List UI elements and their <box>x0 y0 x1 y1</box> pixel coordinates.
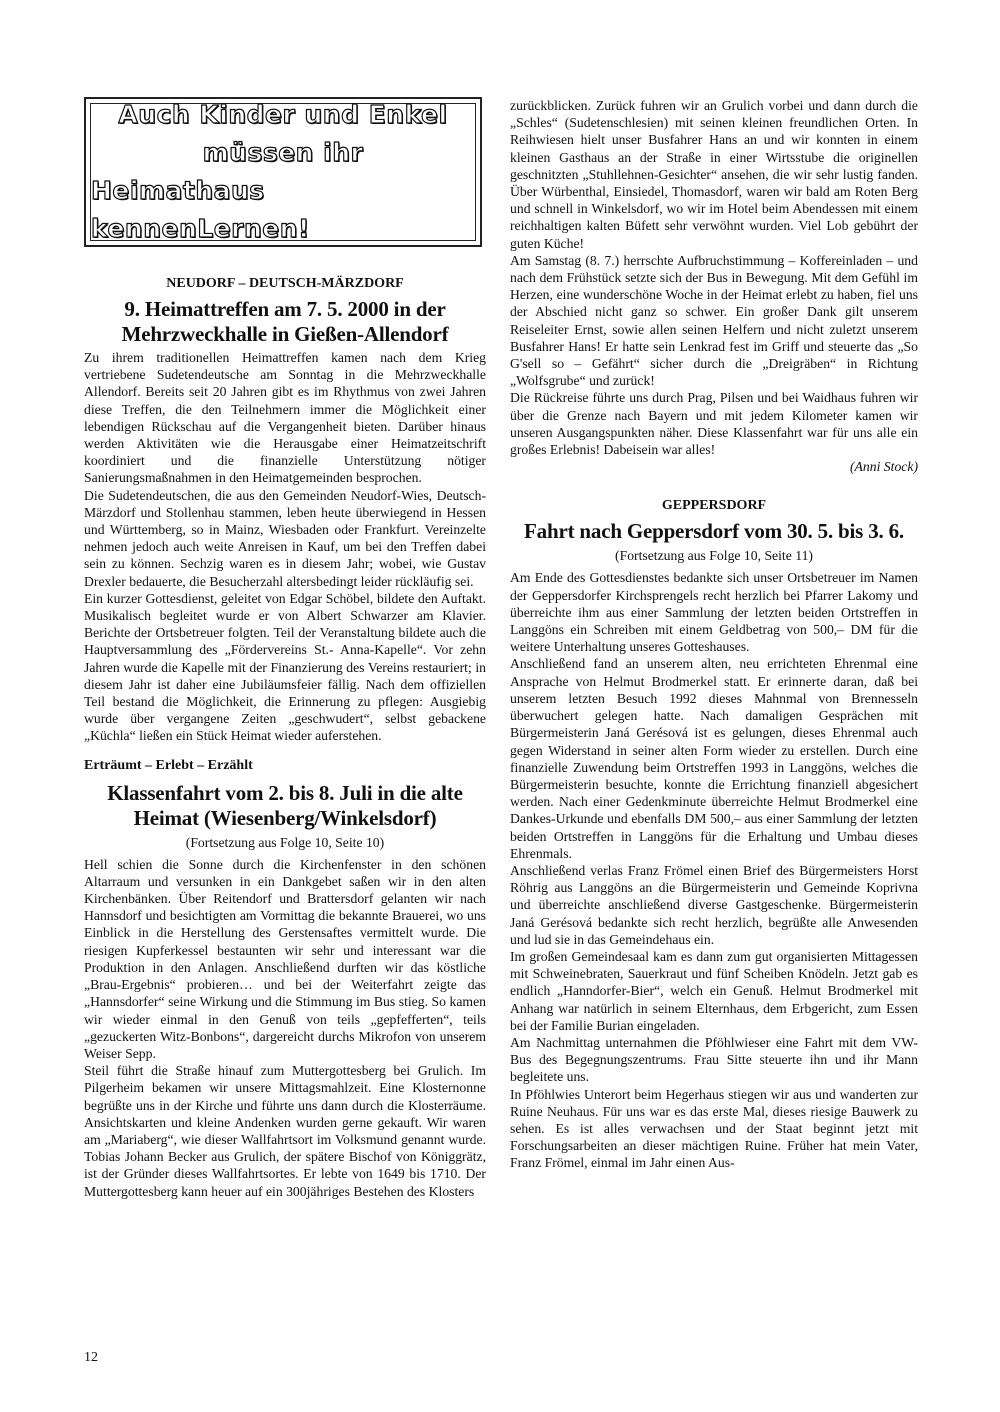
article3-headline: Fahrt nach Geppersdorf vom 30. 5. bis 3. 6. <box>524 519 904 544</box>
article3-paragraph: Im großen Gemeindesaal kam es dann zum gut organisierten Mittagessen mit Schweinebraten, Sauerkraut und fünf Scheiben Knödeln. Jetzt gab es endlich „Hanndorfer-Bier“, welch ein Genuß. Helmut Brodmerkel mit Anhang war natürlich in seinem Elternhaus, dem Erbgericht, zum Essen bei der Familie Burian eingeladen. <box>510 948 918 1033</box>
article2-continuation: zurückblicken. Zurück fuhren wir an Grulich vorbei und dann durch die „Schles“ (Sudetenschlesien) mit seinen kleinen freundlichen Orten. In Reihwiesen hielt unser Busfahrer Hans an und wir konnten in einem kleinen Gasthaus an der Straße in einer Wirtsstube die originellen geschnitzten „Stuhllehnen-Gesichter“ ansehen, die wir sehr lustig fanden. Über Würbenthal, Einsiedel, Thomasdorf, waren wir bald am Roten Berg und schnell in Winkelsdorf, wo wir im Hotel beim Abendessen mit einem reichhaltigen kalten Büfett sehr verwöhnt wurden. Viel Lob gebührt der guten Küche! <box>510 98 918 251</box>
article3-paragraph: In Pföhlwies Unterort beim Hegerhaus stiegen wir aus und wanderten zur Ruine Neuhaus. Für uns war es das erste Mal, dieses riesige Bauwerk zu sehen. Es ist alles verwachsen und der Staat beginnt jetzt mit Forschungsarbeiten an dieser mächtigen Ruine. Früher hat mein Vater, Franz Frömel, einmal im Jahr einen Aus- <box>510 1086 918 1171</box>
article2-paragraph: Hell schien die Sonne durch die Kirchenfenster in den schönen Altarraum und versunken in ein Dankgebet saßen wir in den alten Kirchenbänken. Über Reitendorf und Brattersdorf gelanten wir nach Hannsdorf und besichtigten am Vormittag die bekannte Brauerei, wo uns Einblick in die Herstellung des Gerstensaftes vermittelt wurde. Die riesigen Kupferkessel bestaunten wir sehr und interessant war die Produktion in den Anlagen. Anschließend durften wir das köstliche „Brau-Ergebnis“ probieren… und bei der Weiterfahrt zeigte das „Hannsdorfer“ seine Wirkung und die Stimmung im Bus stieg. So kamen wir wieder einmal in den Genuß von teils „gepfefferten“, teils „gezuckerten Witz-Bonbons“, dargereicht durchs Mikrofon von unserem Weiser Sepp. <box>84 856 486 1061</box>
right-column <box>510 97 918 1172</box>
article3-paragraph: Am Ende des Gottesdienstes bedankte sich unser Ortsbetreuer im Namen der Geppersdorfer Kirchsprengels recht herzlich bei Pfarrer Lakomy und überreichte ihm aus einer Sammlung der letzten beiden Ortstreffen in Langgöns ein Schreiben mit einem Geldbetrag von 500,– DM für die weitere Unterhaltung unseres Gotteshauses. <box>510 570 918 655</box>
article2-subhead: (Fortsetzung aus Folge 10, Seite 10) <box>185 834 385 850</box>
article1-paragraph: Die Sudetendeutschen, die aus den Gemeinden Neudorf-Wies, Deutsch-Märzdorf und Stollenhau stammen, leben heute überwiegend in Hessen und Württemberg, so in Mainz, Wiesbaden oder Frankfurt. Vereinzelte nehmen jedoch auch weite Anreisen in Kauf, um bei den Treffen dabei sein zu können. Sechzig waren es in diesem Jahr; wobei, wie Gustav Drexler bedauerte, die Besucherzahl altersbedingt leider rückläufig sei. <box>84 487 486 589</box>
banner-line-1: Auch Kinder und Enkel <box>118 100 448 129</box>
left-column <box>84 97 486 1200</box>
banner-line-3: Heimathaus kennenLernen! <box>91 176 310 243</box>
article1-kicker: NEUDORF – DEUTSCH-MÄRZDORF <box>166 276 404 291</box>
article3-paragraph: Anschließend fand an unserem alten, neu errichteten Ehrenmal eine Ansprache von Helmut Brodmerkel statt. Er erinnerte daran, daß bei unserem letzten Besuch 1992 dieses Mahnmal von Brennesseln überwuchert gelegen hatte. Nach damaligen Gesprächen mit Bürgermeisterin Janá Gerésová ist es gelungen, dieses Ehrenmal auch gegen Widerstand in seiner alten Form wieder zu erstellen. Durch eine finanzielle Zuwendung beim Ortstreffen 1993 in Langgöns, welches die Bürgermeisterin besuchte, konnte die Errichtung finanziell abgesichert werden. Nach einer Gedenkminute überreichte Helmut Brodmerkel eine Dankes-Urkunde und ebenfalls DM 500,– aus einer Sammlung der letzten beiden Ortstreffen in Langgöns für die Erhaltung und Umbau dieses Ehrenmals. <box>510 656 918 861</box>
article2-paragraph: Steil führt die Straße hinauf zum Muttergottesberg bei Grulich. Im Pilgerheim bekamen wir unsere Mittagsmahlzeit. Eine Klosternonne begrüßte uns in der Kirche und führte uns dann durch die Klosterräume. Ansichtskarten und kleine Andenken wurden gerne gekauft. Wir waren am „Mariaberg“, wie dieser Wallfahrtsort im Volksmund genannt wurde. Tobias Johann Becker aus Grulich, der spätere Bischof von Königgrätz, ist der Gründer dieses Wallfahrtsortes. Er lebte von 1649 bis 1710. Der Muttergottesberg kann heuer auf ein 300jähriges Bestehen des Klosters <box>84 1063 486 1199</box>
article1-paragraph: Zu ihrem traditionellen Heimattreffen kamen nach dem Krieg vertriebene Sudetendeutsche am Sonntag in die Mehrzweckhalle Allendorf. Bereits seit 20 Jahren gibt es im Rhythmus von zwei Jahren diese Treffen, die den Teilnehmern immer die Möglichkeit einer lebendigen Rückschau auf die Vergangenheit bieten. Darüber hinaus werden Aktivitäten wie die Herausgabe einer Heimatzeitschrift koordiniert und die finanzielle Unterstützung nötiger Sanierungsmaßnahmen in den Heimatgemeinden besprochen. <box>84 350 486 486</box>
article2-kicker: Erträumt – Erlebt – Erzählt <box>84 757 253 773</box>
article2-headline: Klassenfahrt vom 2. bis 8. Juli in die alte Heimat (Wiesenberg/Winkelsdorf) <box>107 780 463 830</box>
article1-headline: 9. Heimattreffen am 7. 5. 2000 in der Mehrzweckhalle in Gießen-Allendorf <box>121 297 449 346</box>
title-banner-inner <box>90 100 476 243</box>
banner-line-2: müssen ihr <box>202 138 364 167</box>
page-number: 12 <box>84 1350 98 1365</box>
section-spacer <box>510 475 918 497</box>
article2-author: (Anni Stock) <box>849 459 918 475</box>
article3-subhead: (Fortsetzung aus Folge 10, Seite 11) <box>615 548 813 564</box>
title-banner <box>84 97 482 247</box>
article3-paragraph: Anschließend verlas Franz Frömel einen Brief des Bürgermeisters Horst Röhrig aus Langgöns an die Bürgermeisterin und Gemeinde Koprivna und überreichte anschließend diverse Gastgeschenke. Bürgermeisterin Janá Gerésová bedankte sich recht herzlich, begrüßte alle Anwesenden und lud sie in das Gemeindehaus ein. <box>510 862 918 947</box>
article3-paragraph: Am Nachmittag unternahmen die Pföhlwieser eine Fahrt mit dem VW-Bus des Begegnungszentrums. Frau Sitte steuerte ihn und ihr Mann begleitete uns. <box>510 1034 918 1085</box>
article2-continuation: Die Rückreise führte uns durch Prag, Pilsen und bei Waidhaus fuhren wir über die Grenze nach Bayern und mit jedem Kilometer kamen wir unseren Ausgangspunkten näher. Diese Klassenfahrt war für uns alle ein großes Erlebnis! Dabeisein war alles! <box>510 390 918 458</box>
article3-kicker: GEPPERSDORF <box>661 498 767 514</box>
article2-continuation: Am Samstag (8. 7.) herrschte Aufbruchstimmung – Koffereinladen – und nach dem Frühstück setzte sich der Bus in Bewegung. Mit dem Gefühl im Herzen, eine wunderschöne Woche in der Heimat erlebt zu haben, fiel uns der Abschied nicht ganz so schwer. Ein großer Dank gilt unserem Reiseleiter Ernst, sowie allen seinen Helfern und nicht zuletzt unserem Busfahrer Hans! Er hatte sein Lenkrad fest im Griff und steuerte das „So G'sell so – Gefährt“ sicher durch die „Dreigräben“ in Richtung „Wolfsgrube“ und zurück! <box>510 252 918 389</box>
article1-paragraph: Ein kurzer Gottesdienst, geleitet von Edgar Schöbel, bildete den Auftakt. Musikalisch begleitet wurde er von Albert Schwarzer am Klavier. Berichte der Ortsbetreuer folgten. Teil der Veranstaltung bildete auch die Hauptversammlung des „Fördervereins St.- Anna-Kapelle“. Vor zehn Jahren wurde die Kapelle mit der Finanzierung des Vereins restauriert; in diesem Jahr ist daher eine Jubiläumsfeier fällig. Nach dem offiziellen Teil bestand die Möglichkeit, die Erinnerung zu pflegen: Ausgiebig wurde über vergangene Zeiten „geschwudert“, selbst gebackene „Küchla“ ließen ein Stück Heimat wieder auferstehen. <box>84 590 486 744</box>
